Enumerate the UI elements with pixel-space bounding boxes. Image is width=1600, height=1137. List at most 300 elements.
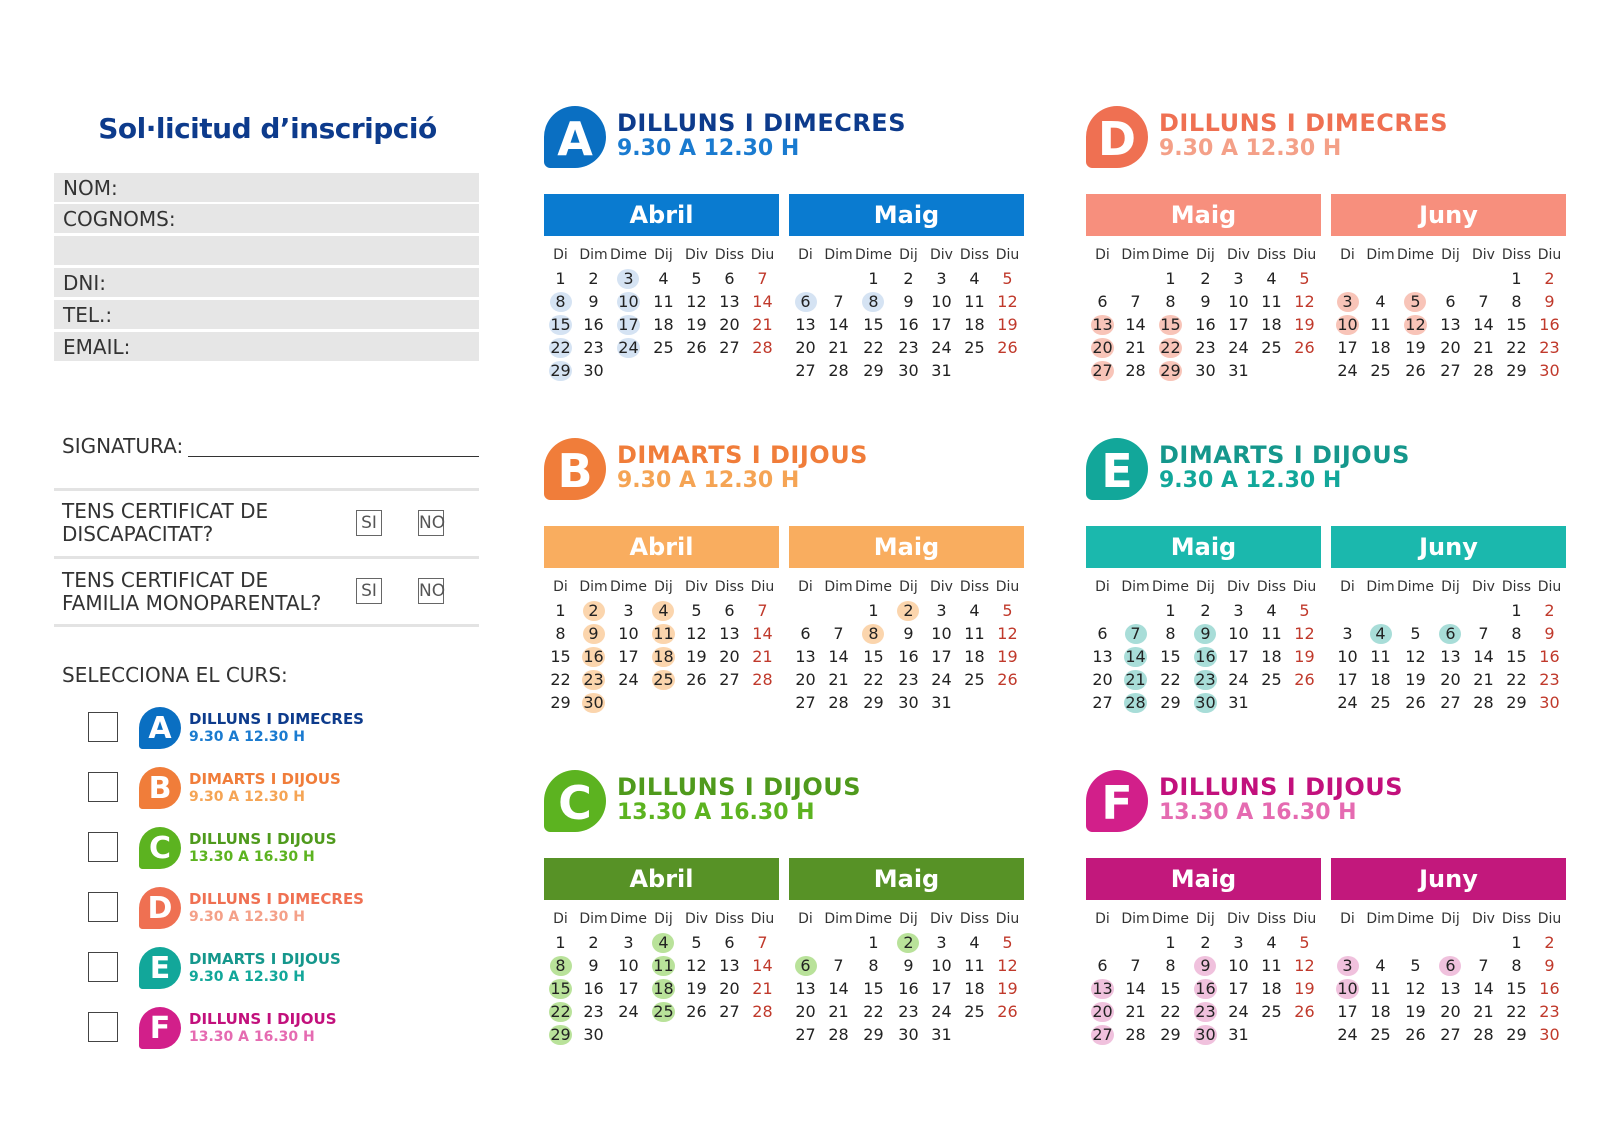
class-day: 29	[550, 1025, 571, 1044]
month-calendar	[1086, 858, 1321, 1046]
calendar-day: 27	[1440, 361, 1461, 380]
calendar-day: 13	[1440, 979, 1461, 998]
empty-day	[1434, 599, 1467, 622]
course-title: DIMARTS I DIJOUS	[617, 441, 868, 469]
calendar-day: 14	[1125, 979, 1146, 998]
calendar-day: 12	[686, 624, 707, 643]
calendar-day: 15	[863, 647, 884, 666]
calendar-day: 6	[1097, 292, 1108, 311]
calendar-day: 3	[1233, 933, 1244, 952]
weekday-label: Diu	[1537, 579, 1562, 595]
calendar-day: 17	[931, 315, 952, 334]
empty-day	[822, 931, 855, 954]
calendar-day: 26	[686, 338, 707, 357]
calendar-day: 4	[969, 601, 980, 620]
calendar-day: 18	[964, 979, 985, 998]
weekday-label: Div	[1471, 911, 1495, 927]
empty-day	[1467, 931, 1500, 954]
calendar-day: 31	[931, 1025, 952, 1044]
calendar-day: 28	[752, 338, 773, 357]
course-checkbox[interactable]	[88, 832, 118, 862]
calendar-day: 18	[1261, 647, 1282, 666]
calendar-day: 23	[1539, 670, 1560, 689]
calendar-day: 21	[1125, 1002, 1146, 1021]
calendar-day: 2	[1200, 933, 1211, 952]
calendar-day: 3	[1233, 269, 1244, 288]
calendar-day: 30	[1539, 1025, 1560, 1044]
calendar-day: 24	[1337, 1025, 1358, 1044]
empty-day	[1467, 599, 1500, 622]
weekday-label: Diss	[1256, 911, 1287, 927]
weekday-label: Dim	[824, 247, 853, 263]
calendar-day: 11	[964, 956, 985, 975]
calendar-day: 18	[964, 315, 985, 334]
calendar-day: 17	[1337, 670, 1358, 689]
calendar-day: 25	[1370, 693, 1391, 712]
calendar-day: 31	[931, 361, 952, 380]
calendar-day: 12	[997, 956, 1018, 975]
calendar-day: 3	[936, 269, 947, 288]
course-option-f[interactable]	[88, 1007, 418, 1051]
class-day: 2	[892, 931, 925, 954]
calendar-day: 20	[719, 315, 740, 334]
class-day: 4	[647, 931, 680, 954]
calendar-day: 22	[1506, 670, 1527, 689]
class-day: 7	[1119, 622, 1152, 645]
weekday-label: Dim	[1366, 247, 1395, 263]
calendar-day: 20	[1092, 670, 1113, 689]
calendar-day: 16	[898, 647, 919, 666]
calendar-day: 25	[1261, 338, 1282, 357]
calendar-day: 18	[1261, 979, 1282, 998]
calendar-day: 13	[719, 624, 740, 643]
calendar-day: 21	[828, 670, 849, 689]
calendar-day: 20	[1440, 338, 1461, 357]
name-field[interactable]: NOM:	[54, 173, 479, 202]
calendar-day: 9	[588, 292, 599, 311]
surname-extra-field[interactable]	[54, 236, 479, 265]
month-header: Juny	[1331, 858, 1566, 900]
calendar-day: 19	[997, 979, 1018, 998]
calendar-day: 15	[863, 315, 884, 334]
course-checkbox[interactable]	[88, 952, 118, 982]
class-day: 27	[1092, 361, 1113, 380]
calendar-day: 19	[686, 647, 707, 666]
month-header: Maig	[1086, 194, 1321, 236]
weekday-label: Diss	[714, 247, 745, 263]
calendar-day: 14	[828, 647, 849, 666]
calendar-day: 19	[997, 315, 1018, 334]
calendar-day: 4	[969, 933, 980, 952]
weekday-label: Dij	[654, 579, 673, 595]
calendar-day: 13	[1440, 315, 1461, 334]
empty-day	[1086, 931, 1119, 954]
calendar-day: 26	[686, 670, 707, 689]
calendar-day: 8	[1165, 624, 1176, 643]
calendar-day: 8	[1165, 292, 1176, 311]
class-day: 13	[1092, 979, 1113, 998]
disability-yes-box[interactable]: SI	[356, 510, 382, 536]
calendar-day: 16	[1539, 647, 1560, 666]
calendar-day: 16	[1539, 979, 1560, 998]
calendar-day: 19	[1405, 338, 1426, 357]
empty-day	[1119, 931, 1152, 954]
weekday-label: Diss	[959, 911, 990, 927]
class-day: 4	[1364, 622, 1397, 645]
weekday-label: Dim	[1121, 911, 1150, 927]
class-day: 13	[1092, 315, 1113, 334]
course-time: 9.30 A 12.30 H	[189, 909, 305, 925]
calendar-day: 29	[863, 1025, 884, 1044]
calendar-day: 7	[833, 956, 844, 975]
weekday-label: Dime	[610, 911, 647, 927]
course-option-a[interactable]	[88, 707, 418, 751]
calendar-day: 9	[903, 624, 914, 643]
calendar-day: 7	[1478, 624, 1489, 643]
course-time: 13.30 A 16.30 H	[189, 1029, 315, 1045]
course-checkbox[interactable]	[88, 772, 118, 802]
calendar-day: 30	[898, 361, 919, 380]
disability-question: TENS CERTIFICAT DE DISCAPACITAT?	[62, 499, 269, 546]
disability-no-box[interactable]: NO	[418, 510, 444, 536]
course-time: 13.30 A 16.30 H	[189, 849, 315, 865]
calendar-day: 1	[1511, 933, 1522, 952]
calendar-day: 8	[868, 956, 879, 975]
calendar-day: 9	[1544, 292, 1555, 311]
calendar-day: 10	[618, 956, 639, 975]
calendar-day: 29	[1506, 693, 1527, 712]
weekday-label: Dij	[1441, 247, 1460, 263]
calendar-day: 5	[691, 933, 702, 952]
empty-day	[1331, 267, 1364, 290]
course-block-d	[1086, 106, 1596, 406]
class-day: 16	[583, 647, 604, 666]
weekday-label: Diss	[1501, 911, 1532, 927]
class-day: 22	[1160, 338, 1181, 357]
calendar-day: 20	[1440, 670, 1461, 689]
calendar-day: 28	[828, 693, 849, 712]
course-title: DILLUNS I DIMECRES	[617, 109, 906, 137]
class-day: 4	[647, 599, 680, 622]
weekday-label: Diss	[1501, 247, 1532, 263]
calendar-day: 9	[1544, 624, 1555, 643]
calendar-day: 15	[550, 647, 571, 666]
calendar-day: 20	[1440, 1002, 1461, 1021]
calendar-day: 15	[1506, 979, 1527, 998]
surname-field[interactable]: COGNOMS:	[54, 204, 479, 233]
class-day: 27	[1092, 1025, 1113, 1044]
calendar-day: 10	[1337, 647, 1358, 666]
course-block-b	[544, 438, 1054, 738]
calendar-day: 11	[964, 292, 985, 311]
class-day: 29	[1160, 361, 1181, 380]
weekday-label: Diss	[714, 579, 745, 595]
calendar-day: 5	[1002, 269, 1013, 288]
course-title: DILLUNS I DIJOUS	[1159, 773, 1404, 801]
calendar-day: 24	[931, 338, 952, 357]
calendar-day: 18	[1370, 338, 1391, 357]
weekday-label: Dime	[855, 247, 892, 263]
class-day: 11	[653, 956, 674, 975]
weekday-label: Dime	[610, 579, 647, 595]
weekday-label: Diu	[750, 247, 775, 263]
calendar-day: 13	[719, 292, 740, 311]
month-calendar	[789, 526, 1024, 714]
calendar-day: 1	[1165, 601, 1176, 620]
calendar-day: 30	[898, 1025, 919, 1044]
calendar-day: 19	[1405, 1002, 1426, 1021]
course-title: DILLUNS I DIMECRES	[1159, 109, 1448, 137]
class-day: 2	[892, 599, 925, 622]
calendar-day: 23	[583, 338, 604, 357]
empty-day	[1119, 267, 1152, 290]
weekday-label: Dim	[1121, 247, 1150, 263]
weekday-label: Diss	[1501, 579, 1532, 595]
calendar-day: 22	[550, 670, 571, 689]
course-checkbox[interactable]	[88, 712, 118, 742]
calendar-day: 1	[868, 601, 879, 620]
class-day: 20	[1092, 338, 1113, 357]
calendar-day: 22	[1160, 670, 1181, 689]
class-day: 16	[1195, 647, 1216, 666]
month-header: Juny	[1331, 194, 1566, 236]
calendar-day: 17	[1228, 979, 1249, 998]
calendar-day: 21	[828, 338, 849, 357]
calendar-day: 27	[795, 693, 816, 712]
weekday-label: Diu	[1292, 247, 1317, 263]
signature-line[interactable]	[188, 456, 479, 457]
course-option-c[interactable]	[88, 827, 418, 871]
calendar-day: 20	[795, 338, 816, 357]
calendar-day: 23	[898, 338, 919, 357]
calendar-day: 30	[898, 693, 919, 712]
class-day: 10	[618, 292, 639, 311]
weekday-label: Diu	[995, 579, 1020, 595]
course-option-e[interactable]	[88, 947, 418, 991]
class-day: 11	[653, 624, 674, 643]
single-parent-yes-box[interactable]: SI	[356, 578, 382, 604]
calendar-day: 13	[795, 647, 816, 666]
calendar-day: 11	[1370, 647, 1391, 666]
calendar-day: 23	[1195, 338, 1216, 357]
calendar-day: 27	[795, 1025, 816, 1044]
email-field[interactable]: EMAIL:	[54, 332, 479, 361]
calendar-day: 12	[1294, 956, 1315, 975]
course-hours: 9.30 A 12.30 H	[617, 136, 800, 161]
calendar-day: 17	[618, 979, 639, 998]
calendar-day: 26	[1405, 361, 1426, 380]
calendar-day: 25	[1370, 1025, 1391, 1044]
empty-day	[1364, 599, 1397, 622]
calendar-day: 14	[752, 292, 773, 311]
month-header: Abril	[544, 526, 779, 568]
calendar-day: 29	[1506, 1025, 1527, 1044]
calendar-day: 27	[1440, 693, 1461, 712]
calendar-day: 25	[964, 338, 985, 357]
dni-field[interactable]: DNI:	[54, 268, 479, 297]
calendar-day: 24	[931, 1002, 952, 1021]
weekday-label: Di	[798, 247, 813, 263]
calendar-day: 7	[1130, 292, 1141, 311]
class-day: 12	[1405, 315, 1426, 334]
empty-day	[1434, 267, 1467, 290]
class-day: 25	[653, 1002, 674, 1021]
calendar-day: 12	[1405, 979, 1426, 998]
calendar-day: 14	[1473, 315, 1494, 334]
calendar-day: 22	[1506, 338, 1527, 357]
calendar-day: 11	[1261, 956, 1282, 975]
calendar-day: 23	[1539, 1002, 1560, 1021]
calendar-day: 1	[555, 933, 566, 952]
weekday-label: Dim	[579, 247, 608, 263]
weekday-label: Diss	[1256, 247, 1287, 263]
class-day: 6	[1434, 622, 1467, 645]
weekday-label: Dime	[855, 911, 892, 927]
class-day: 23	[1195, 1002, 1216, 1021]
course-badge-icon: E	[139, 947, 181, 989]
weekday-label: Dim	[579, 911, 608, 927]
month-header: Maig	[1086, 858, 1321, 900]
weekday-label: Div	[684, 579, 708, 595]
calendar-day: 16	[583, 315, 604, 334]
class-day: 30	[1195, 1025, 1216, 1044]
calendar-day: 20	[795, 670, 816, 689]
class-day: 6	[789, 290, 822, 313]
calendar-day: 16	[1539, 315, 1560, 334]
calendar-day: 21	[1473, 338, 1494, 357]
weekday-label: Diss	[959, 247, 990, 263]
month-calendar	[544, 526, 779, 714]
calendar-day: 9	[903, 292, 914, 311]
class-day: 24	[618, 338, 639, 357]
calendar-day: 13	[1092, 647, 1113, 666]
calendar-day: 21	[1125, 338, 1146, 357]
calendar-day: 26	[997, 670, 1018, 689]
calendar-day: 27	[719, 1002, 740, 1021]
class-day: 22	[550, 338, 571, 357]
weekday-label: Dime	[610, 247, 647, 263]
weekday-label: Dij	[1196, 247, 1215, 263]
calendar-day: 4	[1375, 956, 1386, 975]
calendar-day: 10	[931, 292, 952, 311]
month-calendar	[1331, 194, 1566, 382]
month-calendar	[544, 194, 779, 382]
calendar-day: 11	[1261, 292, 1282, 311]
calendar-day: 23	[898, 1002, 919, 1021]
month-calendar	[789, 194, 1024, 382]
weekday-label: Diu	[995, 247, 1020, 263]
single-parent-no-box[interactable]: NO	[418, 578, 444, 604]
calendar-day: 14	[1125, 315, 1146, 334]
calendar-day: 28	[828, 1025, 849, 1044]
calendar-day: 11	[1370, 979, 1391, 998]
course-checkbox[interactable]	[88, 1012, 118, 1042]
weekday-label: Dim	[1121, 579, 1150, 595]
weekday-label: Di	[1340, 579, 1355, 595]
weekday-label: Di	[798, 911, 813, 927]
course-checkbox[interactable]	[88, 892, 118, 922]
calendar-day: 17	[931, 979, 952, 998]
month-header: Maig	[789, 526, 1024, 568]
weekday-label: Dij	[899, 911, 918, 927]
class-day: 23	[1195, 670, 1216, 689]
single-parent-question: TENS CERTIFICAT DE FAMILIA MONOPARENTAL?	[62, 568, 322, 615]
class-day: 8	[855, 622, 892, 645]
calendar-day: 6	[1097, 956, 1108, 975]
empty-day	[1364, 931, 1397, 954]
course-option-d[interactable]	[88, 887, 418, 931]
calendar-day: 6	[1097, 624, 1108, 643]
calendar-day: 21	[1473, 670, 1494, 689]
calendar-day: 19	[1294, 315, 1315, 334]
weekday-label: Di	[553, 247, 568, 263]
calendar-day: 6	[800, 624, 811, 643]
calendar-day: 2	[1544, 601, 1555, 620]
class-day: 8	[855, 290, 892, 313]
weekday-label: Dime	[1397, 911, 1434, 927]
course-days: DILLUNS I DIJOUS	[189, 1010, 337, 1028]
calendar-day: 19	[1405, 670, 1426, 689]
calendar-day: 29	[1506, 361, 1527, 380]
calendar-day: 18	[964, 647, 985, 666]
calendar-day: 8	[1511, 292, 1522, 311]
course-time: 9.30 A 12.30 H	[189, 729, 305, 745]
calendar-day: 5	[691, 269, 702, 288]
calendar-day: 7	[757, 601, 768, 620]
class-day: 10	[1337, 315, 1358, 334]
divider	[54, 624, 479, 627]
calendar-day: 30	[1539, 693, 1560, 712]
calendar-day: 25	[1261, 670, 1282, 689]
calendar-day: 11	[964, 624, 985, 643]
class-day: 3	[1331, 954, 1364, 977]
calendar-day: 10	[1228, 292, 1249, 311]
calendar-day: 14	[752, 956, 773, 975]
calendar-day: 14	[828, 979, 849, 998]
select-course-label: SELECCIONA EL CURS:	[62, 663, 288, 687]
calendar-day: 31	[931, 693, 952, 712]
calendar-day: 3	[623, 601, 634, 620]
calendar-day: 31	[1228, 1025, 1249, 1044]
calendar-day: 6	[724, 933, 735, 952]
weekday-label: Dime	[855, 579, 892, 595]
weekday-label: Diu	[1537, 911, 1562, 927]
class-day: 30	[583, 693, 604, 712]
weekday-label: Diu	[1292, 579, 1317, 595]
calendar-day: 4	[969, 269, 980, 288]
weekday-label: Dij	[654, 247, 673, 263]
calendar-day: 26	[1405, 693, 1426, 712]
calendar-day: 1	[1165, 269, 1176, 288]
calendar-day: 14	[1473, 979, 1494, 998]
calendar-day: 10	[931, 624, 952, 643]
calendar-day: 16	[583, 979, 604, 998]
weekday-label: Div	[1226, 579, 1250, 595]
weekday-label: Dim	[1366, 579, 1395, 595]
weekday-label: Diu	[750, 579, 775, 595]
course-badge-icon: C	[139, 827, 181, 869]
calendar-day: 22	[863, 1002, 884, 1021]
month-header: Maig	[789, 858, 1024, 900]
phone-field[interactable]: TEL.:	[54, 300, 479, 329]
signature-label: SIGNATURA:	[62, 434, 184, 458]
calendar-day: 2	[1544, 933, 1555, 952]
class-day: 15	[550, 979, 571, 998]
empty-day	[822, 599, 855, 622]
course-option-b[interactable]	[88, 767, 418, 811]
calendar-day: 15	[1506, 647, 1527, 666]
class-day: 16	[1195, 979, 1216, 998]
